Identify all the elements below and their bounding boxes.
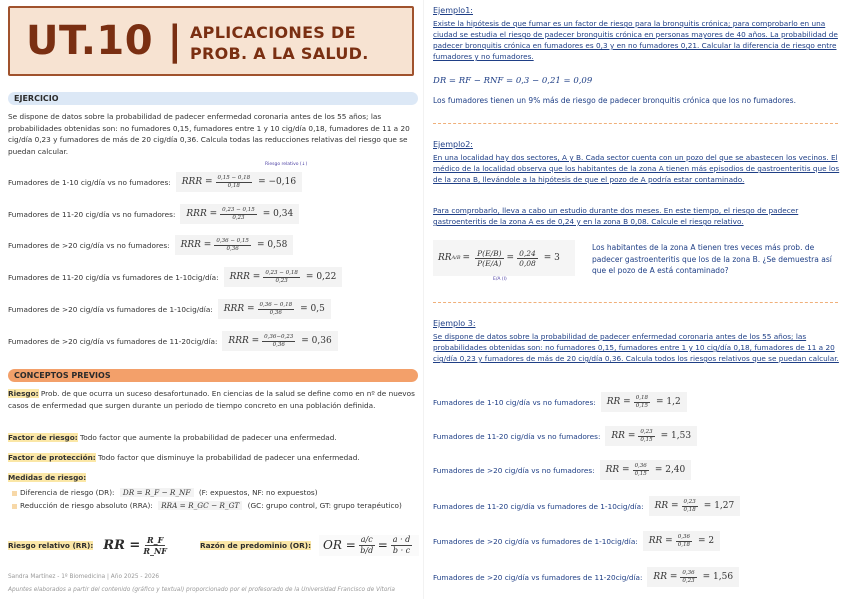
row-label: Fumadores de >20 cig/día vs fumadores de 11-20cig/día: <box>433 572 643 582</box>
row-symbol: RR = <box>653 572 678 582</box>
row-denominator: 0,36 <box>272 341 285 348</box>
row-numerator: 0,23 <box>640 428 653 435</box>
formula-row <box>8 297 331 321</box>
rra-line <box>12 500 420 512</box>
rr-symbol: RR = <box>103 537 141 553</box>
row-label: Fumadores de >20 cig/día vs no fumadores: <box>8 240 170 250</box>
ejemplo3-title: Ejemplo 3: <box>433 319 476 328</box>
unit-subtitle-line2: PROB. A LA SALUD. <box>190 44 369 63</box>
formula-row <box>8 265 342 289</box>
row-label: Fumadores de 11-20 cig/día vs no fumadores: <box>8 209 176 219</box>
row-result: = 0,22 <box>305 272 337 282</box>
formula-row <box>8 202 299 226</box>
or-numerator-1: a/c <box>360 534 373 544</box>
row-formula <box>600 460 692 480</box>
conceptos-heading: CONCEPTOS PREVIOS <box>8 369 418 382</box>
row-label: Fumadores de 1-10 cig/día vs no fumadores: <box>433 397 596 407</box>
row-result: = 0,5 <box>300 304 325 314</box>
row-fraction <box>682 499 698 514</box>
row-numerator: 0,23 − 0,15 <box>222 206 255 213</box>
row-result: = −0,16 <box>258 177 297 187</box>
formula-row <box>433 528 720 554</box>
or-denominator-1: b/d <box>360 545 374 555</box>
row-label: Fumadores de >20 cig/día vs fumadores de 1-10cig/día: <box>8 304 213 314</box>
or-fraction-1 <box>359 535 375 556</box>
row-symbol: RR = <box>606 397 631 407</box>
rr-or-line <box>8 530 419 560</box>
row-formula <box>601 392 687 412</box>
row-result: = 1,27 <box>703 501 735 511</box>
row-denominator: 0,36 <box>269 309 282 316</box>
row-denominator: 0,23 <box>275 277 288 284</box>
separator-line <box>433 302 838 303</box>
row-formula <box>647 567 739 587</box>
riesgo-term: Riesgo: <box>8 389 39 398</box>
row-result: = 1,2 <box>655 397 681 407</box>
row-label: Fumadores de 11-20 cig/día vs fumadores de 1-10cig/día: <box>433 501 644 511</box>
row-symbol: RRR = <box>223 304 255 314</box>
factor-riesgo-definition <box>8 432 416 444</box>
row-formula <box>175 235 294 255</box>
or-label: Razón de predominio (OR): <box>199 540 311 550</box>
rr-ab-numerator-value: 0,24 <box>519 248 536 258</box>
row-label: Fumadores de >20 cig/día vs fumadores de 1-10cig/día: <box>433 536 638 546</box>
rr-ab-fraction-values <box>517 249 538 268</box>
row-formula <box>643 531 720 551</box>
row-label: Fumadores de 11-20 cig/día vs no fumadores: <box>433 431 601 441</box>
row-symbol: RRR = <box>186 209 218 219</box>
row-denominator: 0,18 <box>683 506 696 513</box>
or-symbol: OR = <box>323 538 356 552</box>
medidas-term: Medidas de riesgo: <box>8 473 87 482</box>
row-symbol: RR = <box>611 431 636 441</box>
row-symbol: RRR = <box>180 240 212 250</box>
ejercicio-heading: EJERCICIO <box>8 92 418 105</box>
ejemplo1-conclusion: Los fumadores tienen un 9% más de riesgo de padecer bronquitis crónica que los no fumadores. <box>433 96 796 105</box>
rr-formula <box>103 535 170 556</box>
row-numerator: 0,36 − 0,18 <box>259 301 293 308</box>
formula-row <box>433 457 691 483</box>
row-numerator: 0,15 − 0,18 <box>217 174 251 181</box>
row-formula <box>222 331 337 351</box>
row-result: = 1,56 <box>702 572 734 582</box>
row-fraction <box>676 534 692 549</box>
ejemplo2-statement-1: En una localidad hay dos sectores, A y B. Cada sector cuenta con un pozo del que se abastecen los vecinos. El médico de la localidad observa que los habitantes de la zona A tienen más episodios de gastroenteritis que los de la zona B, llevándole a la hipótesis de que el pozo de A podría estar contaminado. <box>433 153 840 184</box>
row-formula <box>176 172 302 192</box>
row-fraction <box>216 175 253 190</box>
row-fraction <box>263 270 300 285</box>
row-fraction <box>680 570 696 585</box>
row-denominator: 0,36 <box>226 245 239 252</box>
row-fraction <box>262 334 295 349</box>
factor-proteccion-text: Todo factor que disminuye la probabilidad de padecer una enfermedad. <box>95 453 360 462</box>
ejemplo2-statement-2: Para comprobarlo, lleva a cabo un estudio durante dos meses. En este tiempo, el riesgo de padecer gastroenteritis de la zona A es de 0,24 y en la zona B 0,08. Calcule el riesgo relativo. <box>433 206 799 226</box>
ejemplo1-formula: DR = RF − RNF = 0,3 − 0,21 = 0,09 <box>433 76 593 86</box>
dr-line <box>12 487 420 499</box>
row-formula <box>649 496 741 516</box>
or-fraction-2 <box>391 535 413 556</box>
rr-ab-result: = 3 <box>543 253 560 263</box>
formula-row <box>433 389 687 415</box>
row-numerator: 0,18 <box>635 394 648 401</box>
row-result: = 2,40 <box>654 465 686 475</box>
row-label: Fumadores de >20 cig/día vs fumadores de 11-20cig/día: <box>8 336 218 346</box>
row-fraction <box>634 395 650 410</box>
rr-ab-denominator: P(E/A) <box>477 258 502 268</box>
row-fraction <box>258 302 295 317</box>
ejercicio-statement: Se dispone de datos sobre la probabilidad de padecer enfermedad coronaria antes de los 55 años; las probabilidades obtenidas son: no fumadores 0,15, fumadores entre 1 y 10 cig/día 0,18, fumadores de 11 a 20 cig/día 0,23 y fumadores de más de 20 cig/día 0,36. Calcula todas las reducciones relativas del riesgo que se puedan calcular. <box>8 112 410 156</box>
or-denominator-2: b · c <box>392 545 411 555</box>
formula-row <box>433 493 740 519</box>
row-label: Fumadores de >20 cig/día vs no fumadores: <box>433 465 595 475</box>
dr-note: (F: expuestos, NF: no expuestos) <box>198 488 318 497</box>
row-symbol: RRR = <box>181 177 213 187</box>
formula-row <box>8 329 338 353</box>
row-numerator: 0,36 <box>634 462 647 469</box>
row-result: = 0,36 <box>301 336 332 346</box>
ejemplo1-title: Ejemplo1: <box>433 6 473 15</box>
row-numerator: 0,36 <box>682 569 695 576</box>
row-symbol: RRR = <box>229 272 261 282</box>
unit-subtitle <box>190 22 369 64</box>
row-fraction <box>633 463 649 478</box>
row-formula <box>218 299 331 319</box>
rr-ab-numerator: P(E/B) <box>477 248 502 258</box>
row-denominator: 0,18 <box>677 541 690 548</box>
unit-subtitle-line1: APLICACIONES DE <box>190 23 356 42</box>
row-result: = 1,53 <box>660 431 692 441</box>
ejemplo2-title: Ejemplo2: <box>433 140 473 149</box>
row-numerator: 0,23 <box>683 498 696 505</box>
medidas-heading <box>8 472 416 484</box>
bullet-icon <box>12 504 17 509</box>
rr-numerator: R_F <box>146 534 164 545</box>
rr-ab-symbol: RR <box>438 253 452 263</box>
unit-title: UT.10 | <box>26 18 183 64</box>
row-result: = 2 <box>697 536 715 546</box>
rr-ab-subscript: A/B <box>451 255 461 261</box>
handwritten-annotation: Riesgo relativo (↓) <box>265 162 308 167</box>
row-numerator: 0,23 − 0,18 <box>265 269 298 276</box>
factor-riesgo-term: Factor de riesgo: <box>8 433 78 442</box>
row-formula <box>180 204 299 224</box>
row-fraction <box>220 207 257 222</box>
row-denominator: 0,15 <box>640 436 653 443</box>
title-banner <box>8 6 414 76</box>
rra-note: (GC: grupo control, GT: grupo terapéutico) <box>247 501 402 510</box>
column-divider <box>423 0 424 599</box>
or-formula: OR = $\frac{a/c}{b/d}$ = $\frac{a \cdot d}{b \cdot c}$ <box>319 535 419 556</box>
or-numerator-2: a · d <box>392 534 411 544</box>
riesgo-text: Prob. de que ocurra un suceso desafortunado. En ciencias de la salud se define como en nº de nuevos casos de enfermedad que surgen durante un periodo de tiempo concreto en una población definida. <box>8 389 415 410</box>
row-label: Fumadores de 1-10 cig/día vs no fumadores: <box>8 177 171 187</box>
row-fraction <box>214 238 251 253</box>
row-label: Fumadores de 11-20 cig/día vs fumadores de 1-10cig/día: <box>8 272 219 282</box>
factor-riesgo-text: Todo factor que aumente la probabilidad de padecer una enfermedad. <box>77 433 337 442</box>
row-denominator: 0,15 <box>635 402 648 409</box>
row-formula <box>605 426 697 446</box>
bullet-icon <box>12 491 17 496</box>
row-numerator: 0,36 <box>677 533 690 540</box>
footer-source: Apuntes elaborados a partir del contenido (gráfico y textual) proporcionado por el profesorado de la Universidad Francisco de Vitoria <box>8 587 395 593</box>
rr-ab-fraction <box>475 249 503 268</box>
ejemplo3-statement: Se dispone de datos sobre la probabilidad de padecer enfermedad coronaria antes de los 55 años; las probabilidades obtenidas son: no fumadores 0,15, fumadores entre 1 y 10 cig/día 0,18, fumadores de 11 a 20 cig/día 0,23 y fumadores de más de 20 cig/día 0,36. Calcula todos los riesgos relativos que se puedan calcular. <box>433 332 839 363</box>
row-symbol: RRR = <box>228 336 260 346</box>
row-fraction <box>638 429 654 444</box>
ejemplo2-annotation: E/A (I) <box>493 277 507 282</box>
row-symbol: RR = <box>654 501 679 511</box>
rr-fraction <box>143 535 167 556</box>
rr-ab-denominator-value: 0,08 <box>519 258 536 268</box>
row-numerator: 0,36 − 0,15 <box>216 237 249 244</box>
row-result: = 0,58 <box>256 240 288 250</box>
dr-label: Diferencia de riesgo (DR): <box>20 488 115 497</box>
factor-proteccion-definition <box>8 452 416 464</box>
row-denominator: 0,23 <box>682 577 695 584</box>
row-numerator: 0,36−0,23 <box>264 333 294 340</box>
formula-row <box>433 564 739 590</box>
riesgo-definition <box>8 388 416 411</box>
row-symbol: RR = <box>605 465 630 475</box>
separator-line <box>433 123 838 124</box>
row-formula <box>224 267 343 287</box>
dr-formula: DR = R_F − R_NF <box>120 488 194 497</box>
factor-proteccion-term: Factor de protección: <box>8 453 96 462</box>
rra-formula: RRA = R_GC − R_GT <box>158 501 242 510</box>
rr-label: Riesgo relativo (RR): <box>8 540 94 550</box>
row-result: = 0,34 <box>262 209 294 219</box>
row-denominator: 0,18 <box>227 182 240 189</box>
rr-denominator: R_NF <box>143 545 167 556</box>
ejemplo2-conclusion: Los habitantes de la zona A tienen tres veces más prob. de padecer gastroenteritis que los de la zona B. ¿Se demuestra así que el pozo de A está contaminado? <box>592 243 832 275</box>
row-denominator: 0,23 <box>232 214 245 221</box>
row-symbol: RR = <box>648 536 673 546</box>
ejemplo2-formula: RR A/B = $\frac{P(E/B)}{P(E/A)}$ = $\frac{0,24}{0,08}$ = 3 <box>433 240 575 276</box>
footer-author: Sandra Martínez - 1º Biomedicina | Año 2025 - 2026 <box>8 574 160 580</box>
formula-row <box>8 233 293 257</box>
rra-label: Reducción de riesgo absoluto (RRA): <box>20 501 153 510</box>
row-denominator: 0,15 <box>634 470 647 477</box>
ejemplo1-statement: Existe la hipótesis de que fumar es un factor de riesgo para la bronquitis crónica; para comprobarlo en una ciudad se estudia el riesgo de padecer bronquitis crónica en personas mayores de 40 años. La probabilidad de padecer bronquitis crónica en fumadores es 0,3 y en no fumadores 0,21. Calcular la diferencia de riesgo entre fumadores y no fumadores. <box>433 19 838 61</box>
formula-row <box>433 423 697 449</box>
formula-row <box>8 170 302 194</box>
